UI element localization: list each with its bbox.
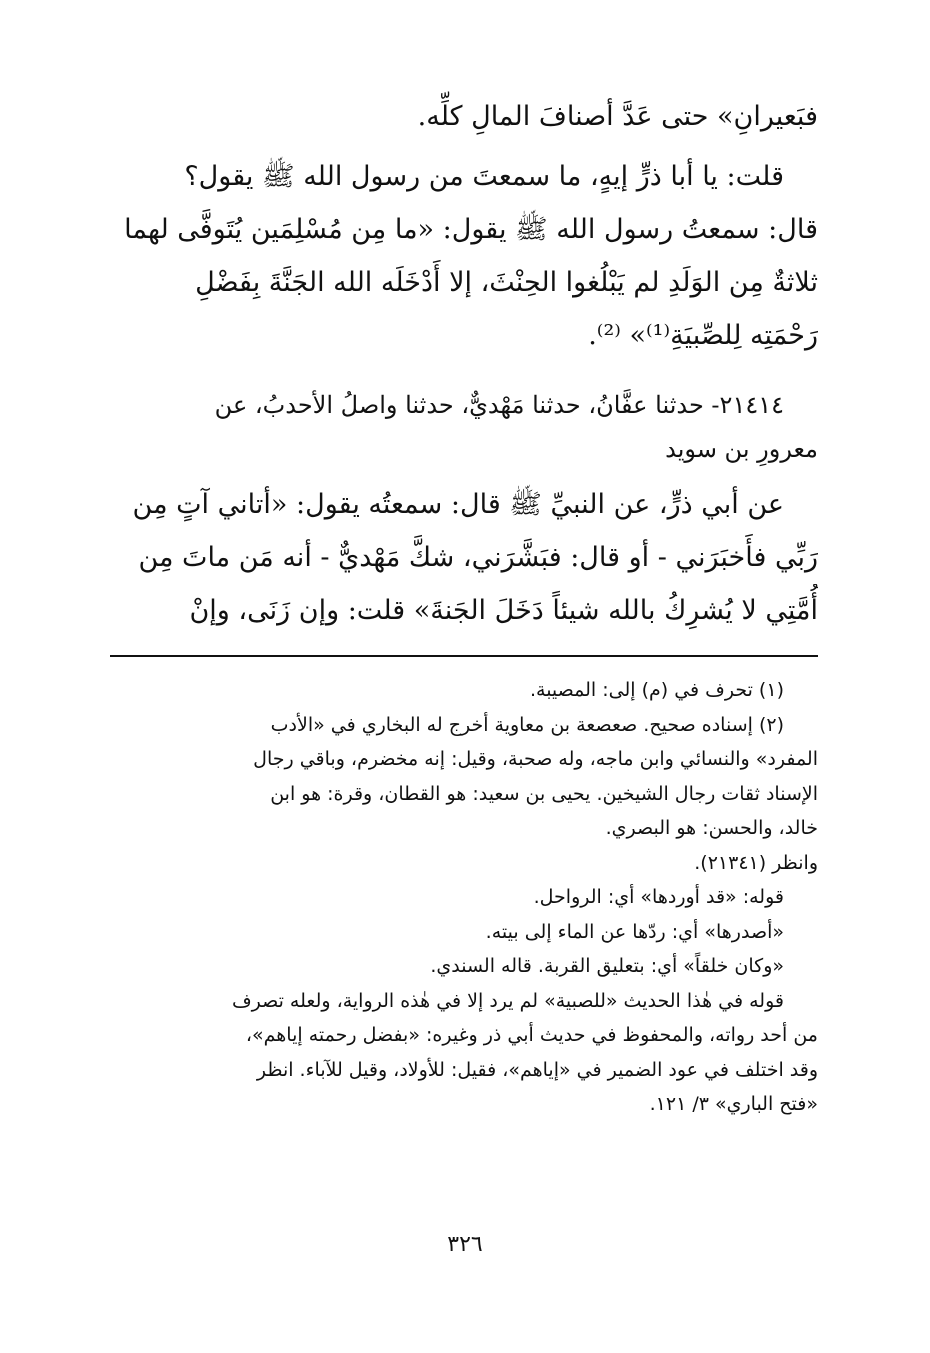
main-paragraph-1 (100, 90, 818, 143)
footnote-line: وقد اختلف في عود الضمير في «إياهم»، فقيل: للأولاد، وقيل للآباء. انظر (256, 1058, 818, 1081)
footnote-divider (110, 655, 818, 657)
text-line: ثلاثةٌ مِن الوَلَدِ لم يَبْلُغوا الحِنْثَ، إلا أَدْخَلَه الله الجَنَّةَ بِفَضْلِ (195, 267, 818, 298)
hadith-matn (100, 478, 818, 637)
text-line: فبَعيرانِ» حتى عَدَّ أصنافَ المالِ كلِّه. (417, 101, 818, 132)
hadith-isnad (100, 383, 818, 471)
footnotes (110, 673, 818, 1122)
footnote-line: الإسناد ثقات رجال الشيخين. يحيى بن سعيد: هو القطان، وقرة: هو ابن (270, 782, 818, 805)
footnote-line: من أحد رواته، والمحفوظ في حديث أبي ذر وغيره: «بفضل رحمته إياهم»، (245, 1024, 818, 1046)
footnote-line: «أصدرها» أي: ردّها عن الماء إلى بيته. (485, 920, 784, 943)
text-line: عن أبي ذرٍّ، عن النبيِّ ﷺ قال: سمعتُه يقول: «أتاني آتٍ مِن (132, 489, 784, 520)
text-line: قال: سمعتُ رسول الله ﷺ يقول: «ما مِن مُسْلِمَين يُتَوفَّى لهما (124, 214, 818, 245)
text-line: رَبِّي فأَخبَرَني - أو قال: فبَشَّرَني، شكَّ مَهْديٌّ - أنه مَن ماتَ مِن (138, 542, 818, 573)
text-line: قلت: يا أبا ذرٍّ إيهٍ، ما سمعتَ من رسول الله ﷺ يقول؟ (184, 161, 784, 192)
footnote-line: خالد، والحسن: هو البصري. (605, 817, 818, 839)
footnote-line: قوله في هٰذا الحديث «للصبية» لم يرد إلا في هٰذه الرواية، ولعله تصرف (231, 989, 784, 1012)
text-line: أُمَّتِي لا يُشرِكُ بالله شيئاً دَخَلَ الجَنةَ» قلت: وإن زَنَى، وإنْ (189, 595, 818, 626)
text-line: ٢١٤١٤- حدثنا عفَّانُ، حدثنا مَهْديٌّ، حدثنا واصلُ الأحدبُ، عن (214, 391, 784, 419)
footnote-line: (١) تحرف في (م) إلى: المصيبة. (529, 679, 784, 701)
footnote-line: «وكان خلقاً» أي: بتعليق القربة. قاله السندي. (430, 955, 784, 977)
text-line: رَحْمَتِه لِلصِّبيَةِ⁽¹⁾» ⁽²⁾. (588, 320, 818, 351)
footnote-line: وانظر (٢١٣٤١). (694, 851, 818, 874)
footnote-line: «فتح الباري» ٣/ ١٢١. (649, 1093, 818, 1115)
footnote-line: قوله: «قد أوردها» أي: الرواحل. (533, 886, 784, 908)
page-number: ٣٢٦ (447, 1232, 483, 1257)
footnote-line: المفرد» والنسائي وابن ماجه، وله صحبة، وقيل: إنه مخضرم، وباقي رجال (253, 748, 818, 770)
main-paragraph-2 (100, 150, 818, 362)
footnote-line: (٢) إسناده صحيح. صعصعة بن معاوية أخرج له البخاري في «الأدب (270, 713, 784, 736)
text-line: معرورِ بن سويد (665, 435, 818, 463)
